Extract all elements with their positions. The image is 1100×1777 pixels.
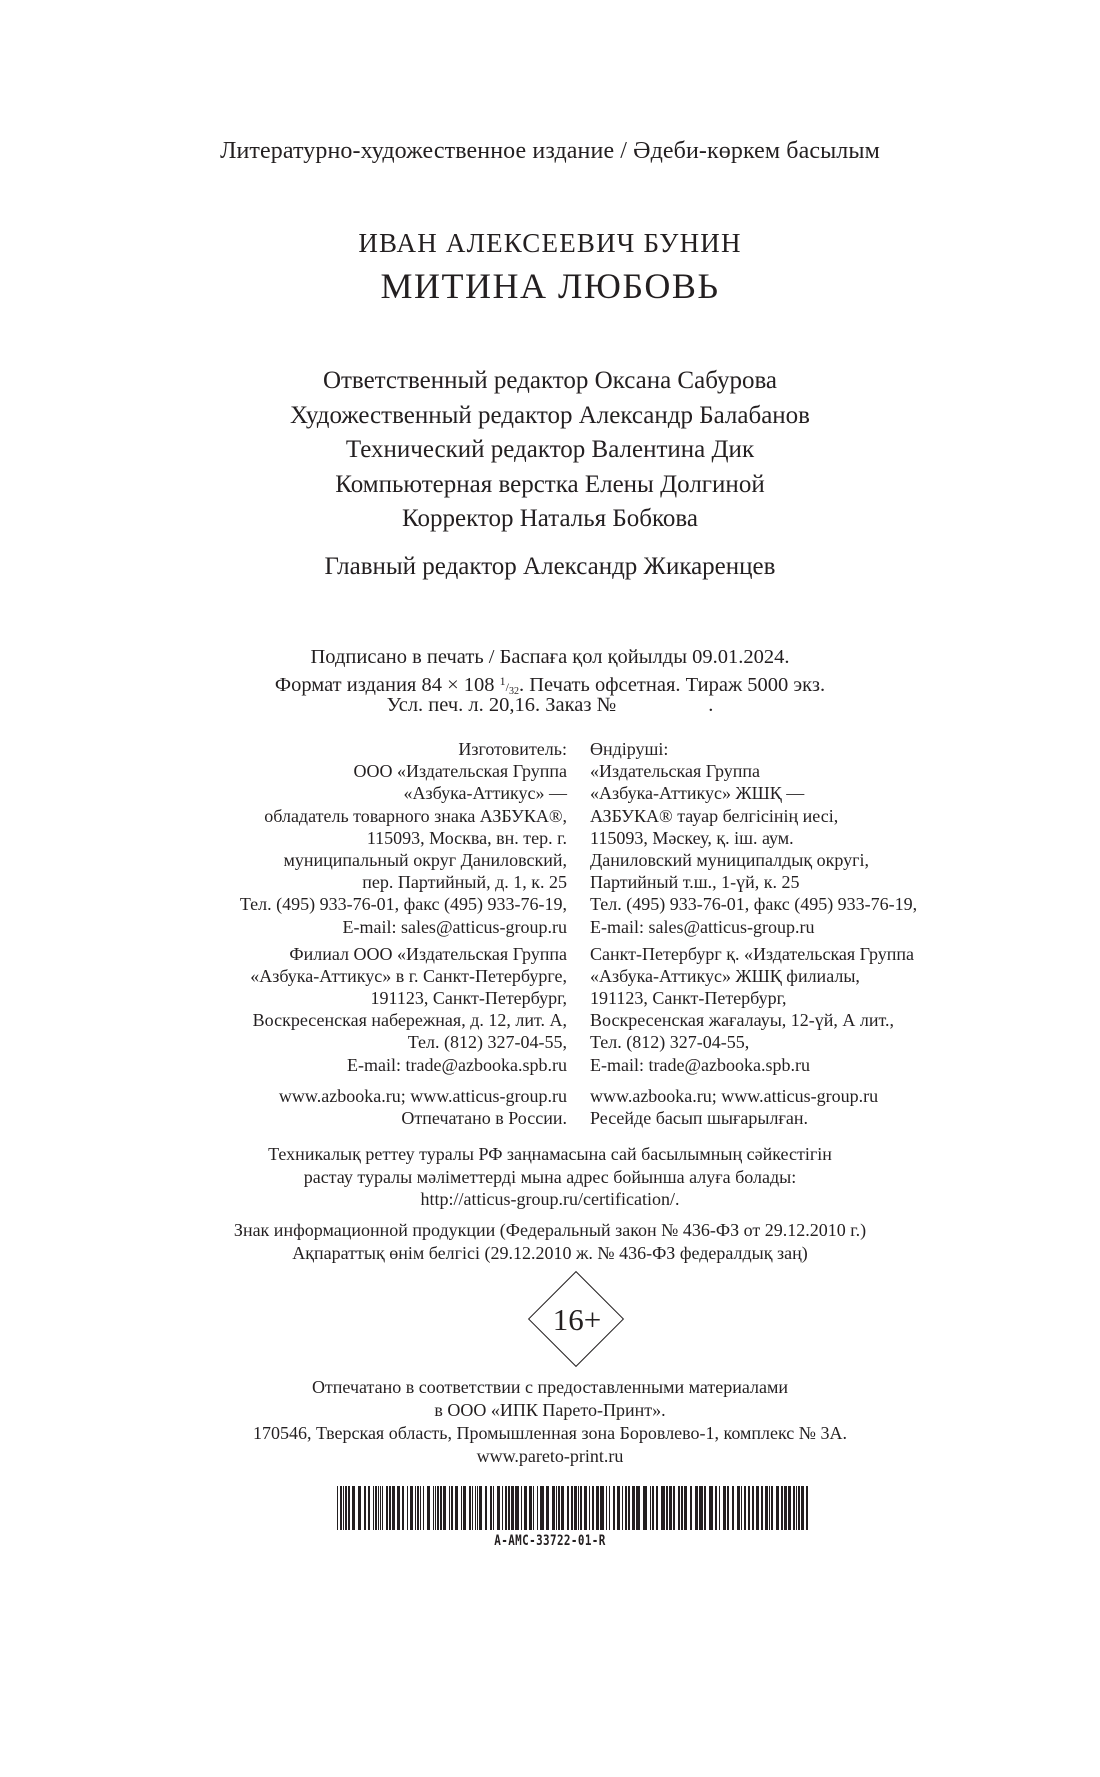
format-fraction: $^1/_{32}$: [499, 674, 519, 697]
barcode-bar: [732, 1486, 734, 1530]
barcode-bar: [552, 1486, 555, 1530]
info-sign-line: Знак информационной продукции (Федеральный закон № 436-ФЗ от 29.12.2010 г.): [233, 1220, 867, 1240]
barcode-bar: [493, 1486, 494, 1530]
branch-ru-line: Тел. (812) 327-04-55,: [407, 1032, 567, 1053]
sheets-line: [0, 693, 1100, 717]
barcode-bar: [798, 1486, 800, 1530]
barcode-bar: [475, 1486, 476, 1530]
manufacturer-kz-line: Өндіруші:: [590, 739, 669, 759]
manufacturer-kz-line: Даниловский муниципалдық округі,: [590, 849, 869, 870]
signed-date: Подписано в печать / Баспаға қол қойылды 09.01.2024.: [310, 646, 790, 668]
branch-ru-email: E-mail: trade@azbooka.spb.ru: [347, 1054, 567, 1075]
barcode-bar: [690, 1486, 692, 1530]
barcode-bar: [345, 1486, 347, 1530]
manufacturer-kz-line: Партийный т.ш., 1-үй, к. 25: [590, 872, 800, 893]
barcode-bar: [781, 1486, 783, 1530]
barcode-bar: [490, 1486, 492, 1530]
barcode-bar: [420, 1486, 421, 1530]
branch-kz-line: 191123, Санкт-Петербург,: [590, 988, 787, 1009]
branch-kz-line: Санкт-Петербург қ. «Издательская Группа: [590, 943, 914, 964]
barcode-bar: [440, 1486, 442, 1530]
printer-website: www.pareto-print.ru: [476, 1446, 624, 1466]
branch-kz-email: E-mail: trade@azbooka.spb.ru: [590, 1054, 810, 1075]
barcode-bar: [433, 1486, 434, 1530]
barcode-bar: [796, 1486, 797, 1530]
info-sign-note: [0, 1219, 1100, 1264]
printed-in-ru: Отпечатано в России.: [401, 1108, 567, 1128]
editor-line: Ответственный редактор Оксана Сабурова: [322, 367, 778, 394]
barcode-bar: [497, 1486, 500, 1530]
barcode-bar: [609, 1486, 610, 1530]
barcode-bar: [652, 1486, 654, 1530]
barcode-bar: [678, 1486, 680, 1530]
barcode-bar: [600, 1486, 604, 1530]
barcode-bar: [784, 1486, 787, 1530]
fraction-denominator: 32: [509, 686, 519, 697]
info-sign-line: Ақпараттық өнім белгісі (29.12.2010 ж. № 436-ФЗ федералдық заң): [292, 1242, 808, 1263]
certification-line: Техникалық реттеу туралы РФ заңнамасына сай басылымның сәйкестігін: [268, 1144, 832, 1164]
manufacturer-ru-line: Тел. (495) 933-76-01, факс (495) 933-76-19,: [239, 894, 567, 915]
format-suffix: . Печать офсетная. Тираж 5000 экз.: [519, 674, 826, 696]
barcode-bar: [765, 1486, 768, 1530]
barcode-bar: [529, 1486, 532, 1530]
branch-ru-line: «Азбука-Аттикус» в г. Санкт-Петербурге,: [250, 965, 567, 986]
barcode-bar: [451, 1486, 453, 1530]
manufacturer-ru-line: 115093, Москва, вн. тер. г.: [366, 827, 567, 848]
barcode-bar: [389, 1486, 391, 1530]
barcode: [337, 1486, 810, 1530]
barcode-bar: [636, 1486, 640, 1530]
format-prefix: Формат издания 84 × 108: [274, 674, 495, 696]
barcode-bar: [752, 1486, 754, 1530]
genre-line: Литературно-художественное издание / Әдеби-көркем басылым: [220, 138, 880, 164]
barcode-bar: [533, 1486, 534, 1530]
barcode-bar: [695, 1486, 698, 1530]
barcode-bar: [521, 1486, 522, 1530]
barcode-bar: [584, 1486, 587, 1530]
barcode-bar: [625, 1486, 627, 1530]
barcode-bar: [472, 1486, 473, 1530]
barcode-bar: [375, 1486, 377, 1530]
barcode-bar: [368, 1486, 370, 1530]
certification-line: растау туралы мәліметтерді мына адрес бойынша алуға болады:: [303, 1166, 797, 1187]
barcode-bar: [515, 1486, 519, 1530]
barcode-bar: [392, 1486, 395, 1530]
barcode-bar: [661, 1486, 665, 1530]
barcode-bar: [788, 1486, 791, 1530]
printer-info: [0, 1376, 1100, 1468]
book-title: МИТИНА ЛЮБОВЬ: [380, 266, 720, 306]
barcode-bar: [704, 1486, 706, 1530]
branch-kz-line: «Азбука-Аттикус» ЖШҚ филиалы,: [590, 965, 860, 986]
barcode-bar: [455, 1486, 458, 1530]
sheets-end: .: [708, 694, 714, 716]
barcode-bar: [761, 1486, 763, 1530]
manufacturer-kz-line: «Издательская Группа: [590, 761, 761, 782]
editors-list: [0, 364, 1100, 537]
manufacturer-kz: [590, 738, 1020, 1129]
editor-line: Технический редактор Валентина Дик: [345, 436, 755, 463]
manufacturer-ru-line: Изготовитель:: [458, 739, 567, 759]
websites-ru: www.azbooka.ru; www.atticus-group.ru: [278, 1085, 567, 1106]
barcode-bar: [461, 1486, 462, 1530]
barcode-bar: [613, 1486, 615, 1530]
barcode-bar: [386, 1486, 388, 1530]
barcode-bar: [684, 1486, 687, 1530]
barcode-bar: [719, 1486, 720, 1530]
barcode-bar: [505, 1486, 507, 1530]
barcode-bar: [407, 1486, 408, 1530]
barcode-bar: [463, 1486, 466, 1530]
barcode-bar: [776, 1486, 779, 1530]
barcode-bar: [666, 1486, 668, 1530]
barcode-bar: [511, 1486, 514, 1530]
barcode-bar: [681, 1486, 683, 1530]
barcode-bar: [502, 1486, 503, 1530]
barcode-bar: [699, 1486, 703, 1530]
printed-in-kz: Ресейде басып шығарылған.: [590, 1108, 808, 1128]
format-line: [0, 669, 1100, 697]
manufacturer-ru-email: E-mail: sales@atticus-group.ru: [342, 916, 567, 937]
websites-kz: www.azbooka.ru; www.atticus-group.ru: [590, 1085, 879, 1106]
barcode-bar: [673, 1486, 675, 1530]
printer-line: в ООО «ИПК Парето-Принт».: [434, 1400, 666, 1420]
sheets-text: Усл. печ. л. 20,16. Заказ №: [386, 694, 617, 716]
branch-ru-line: 191123, Санкт-Петербург,: [370, 988, 567, 1009]
manufacturer-kz-email: E-mail: sales@atticus-group.ru: [590, 916, 815, 937]
barcode-bar: [769, 1486, 770, 1530]
barcode-bar: [340, 1486, 342, 1530]
barcode-bar: [592, 1486, 594, 1530]
barcode-bar: [380, 1486, 381, 1530]
barcode-bar: [417, 1486, 419, 1530]
barcode-bar: [352, 1486, 355, 1530]
barcode-bar: [580, 1486, 582, 1530]
barcode-bar: [715, 1486, 717, 1530]
barcode-bar: [771, 1486, 773, 1530]
manufacturer-ru-line: обладатель товарного знака АЗБУКА®,: [264, 805, 567, 826]
manufacturer-ru-line: пер. Партийный, д. 1, к. 25: [362, 872, 567, 893]
barcode-bar: [741, 1486, 742, 1530]
age-rating-badge: [527, 1270, 627, 1370]
barcode-bar: [806, 1486, 808, 1530]
barcode-bar: [397, 1486, 400, 1530]
barcode-bar: [348, 1486, 350, 1530]
barcode-bar: [415, 1486, 416, 1530]
barcode-bar: [469, 1486, 471, 1530]
print-info: [0, 645, 1100, 717]
barcode-bar: [723, 1486, 726, 1530]
manufacturer-ru-line: «Азбука-Аттикус» —: [403, 783, 567, 804]
barcode-bar: [578, 1486, 579, 1530]
barcode-bar: [427, 1486, 430, 1530]
author-name: ИВАН АЛЕКСЕЕВИЧ БУНИН: [358, 228, 742, 258]
printer-address: 170546, Тверская область, Промышленная зона Боровлево-1, комплекс № 3А.: [253, 1423, 847, 1443]
barcode-bar: [546, 1486, 549, 1530]
certification-note: [0, 1143, 1100, 1211]
barcode-bar: [606, 1486, 607, 1530]
barcode-bar: [744, 1486, 746, 1530]
manufacturer-ru-line: ООО «Издательская Группа: [353, 761, 567, 782]
manufacturer-kz-line: АЗБУКА® тауар белгісінің иесі,: [590, 805, 839, 826]
barcode-bar: [410, 1486, 413, 1530]
barcode-bar: [437, 1486, 439, 1530]
branch-ru-line: Филиал ООО «Издательская Группа: [289, 943, 567, 964]
manufacturer-kz-line: 115093, Мәскеу, қ. іш. аум.: [590, 827, 794, 848]
barcode-bar: [443, 1486, 446, 1530]
barcode-bar: [669, 1486, 672, 1530]
barcode-bar: [801, 1486, 804, 1530]
certification-url: http://atticus-group.ru/certification/.: [420, 1189, 680, 1209]
barcode-bar: [556, 1486, 557, 1530]
manufacturer-kz-line: «Азбука-Аттикус» ЖШҚ —: [590, 783, 805, 804]
barcode-bar: [756, 1486, 759, 1530]
barcode-bar: [561, 1486, 564, 1530]
printer-line: Отпечатано в соответствии с предоставленными материалами: [311, 1377, 789, 1397]
barcode-bar: [540, 1486, 544, 1530]
manufacturer-ru-line: муниципальный округ Даниловский,: [283, 849, 567, 870]
age-rating-text: 16+: [552, 1302, 602, 1337]
barcode-bar: [479, 1486, 482, 1530]
barcode-bar: [567, 1486, 569, 1530]
barcode-bar: [589, 1486, 590, 1530]
barcode-bar: [748, 1486, 750, 1530]
barcode-bar: [628, 1486, 630, 1530]
branch-ru-line: Воскресенская набережная, д. 12, лит. А,: [252, 1010, 567, 1031]
editor-line: Компьютерная верстка Елены Долгиной: [335, 470, 765, 498]
barcode-bar: [571, 1486, 573, 1530]
barcode-bar: [617, 1486, 620, 1530]
manufacturer-ru: [137, 738, 567, 1129]
barcode-bar: [337, 1486, 338, 1530]
branch-kz-line: Воскресенская жағалауы, 12-үй, А лит.,: [590, 1010, 895, 1031]
branch-kz-line: Тел. (812) 327-04-55,: [590, 1032, 750, 1053]
barcode-bar: [727, 1486, 729, 1530]
barcode-bar: [558, 1486, 560, 1530]
barcode-bar: [574, 1486, 577, 1530]
barcode-bar: [643, 1486, 647, 1530]
barcode-bar: [343, 1486, 344, 1530]
barcode-bar: [373, 1486, 374, 1530]
barcode-bar: [435, 1486, 436, 1530]
manufacturer-kz-line: Тел. (495) 933-76-01, факс (495) 933-76-19,: [590, 894, 918, 915]
barcode-bar: [656, 1486, 658, 1530]
barcode-bar: [449, 1486, 450, 1530]
barcode-bar: [793, 1486, 795, 1530]
barcode-bar: [423, 1486, 424, 1530]
editor-line: Художественный редактор Александр Балабанов: [290, 401, 810, 429]
barcode-bar: [477, 1486, 478, 1530]
editor-line: Корректор Наталья Бобкова: [402, 505, 698, 532]
barcode-bar: [382, 1486, 383, 1530]
barcode-bar: [364, 1486, 366, 1530]
fraction-numerator: 1: [499, 674, 506, 688]
barcode-bar: [622, 1486, 623, 1530]
barcode-bar: [378, 1486, 379, 1530]
barcode-bar: [508, 1486, 510, 1530]
barcode-bar: [485, 1486, 487, 1530]
barcode-bar: [737, 1486, 740, 1530]
chief-editor: Главный редактор Александр Жикаренцев: [324, 553, 776, 580]
barcode-bar: [402, 1486, 404, 1530]
barcode-bar: [524, 1486, 527, 1530]
barcode-number: A-AMC-33722-01-R: [494, 1533, 606, 1549]
barcode-bar: [537, 1486, 538, 1530]
barcode-bar: [358, 1486, 361, 1530]
barcode-bar: [596, 1486, 599, 1530]
barcode-bar: [709, 1486, 713, 1530]
barcode-bar: [632, 1486, 635, 1530]
barcode-bar: [650, 1486, 651, 1530]
